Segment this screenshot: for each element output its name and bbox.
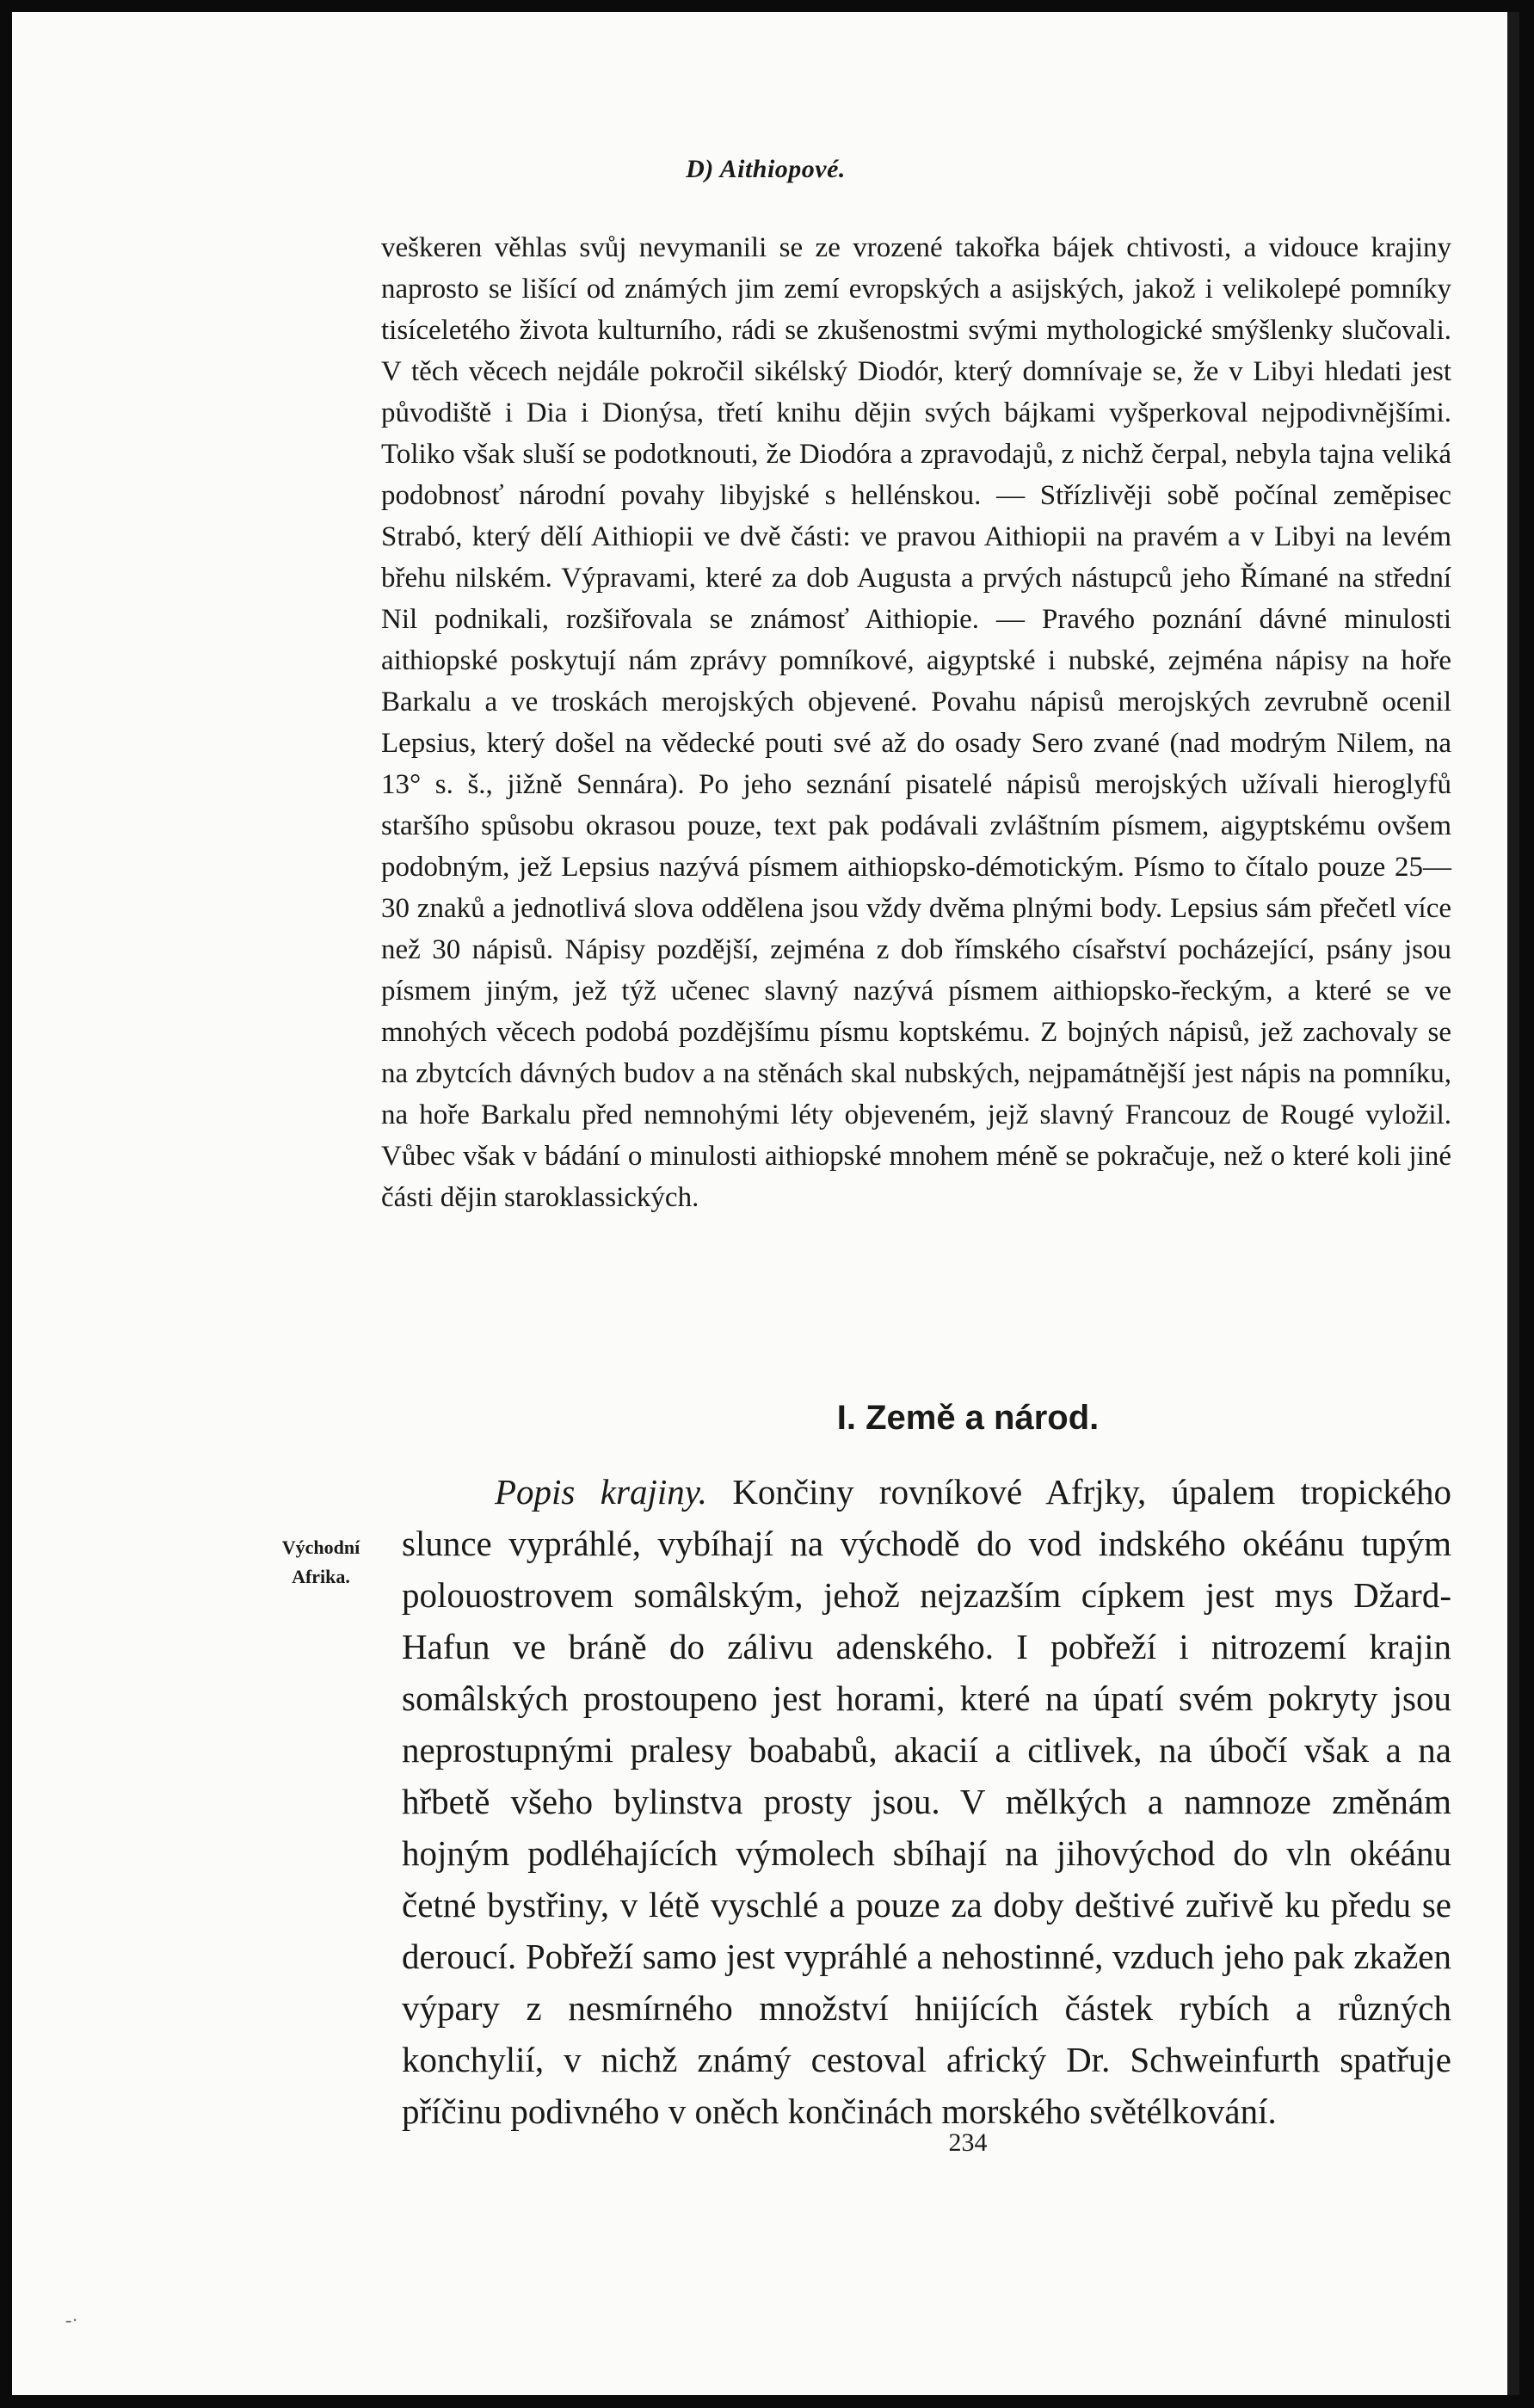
book-page [12, 12, 1519, 2395]
section-heading: I. Země a národ. [836, 1399, 1100, 1437]
upper-paragraph: veškeren věhlas svůj nevymanili se ze vrozené takořka bájek chtivosti, a vidouce krajiny naprosto se lišící od známých jim zemí evropských a asijských, jakož i velikolepé pomníky tisíceletého života kulturního, rádi se zkušenostmi svými mythologické smýšlenky slučovali. V těch věcech nejdále pokročil sikélský Diodór, který domnívaje se, že v Libyi hledati jest původiště i Dia i Dionýsa, třetí knihu dějin svých bájkami vyšperkoval nejpodivnějšími. Toliko však sluší se podotknouti, že Diodóra a zpravodajů, z nichž čerpal, nebyla tajna veliká podobnosť národní povahy libyjské s hellénskou. — Střízlivěji sobě počínal zeměpisec Strabó, který dělí Aithiopii ve dvě části: ve pravou Aithiopii na pravém a v Libyi na levém břehu nilském. Výpravami, které za dob Augusta a prvých nástupců jeho Římané na střední Nil podnikali, rozšiřovala se známosť Aithiopie. — Pravého poznání dávné minulosti aithiopské poskytují nám zprávy pomníkové, aigyptské i nubské, zejména nápisy na hoře Barkalu a ve troskách merojských objevené. Povahu nápisů merojských zevrubně ocenil Lepsius, který došel na vědecké pouti své až do osady Sero zvané (nad modrým Nilem, na 13° s. š., jižně Sennára). Po jeho seznání pisatelé nápisů merojských užívali hieroglyfů staršího spůsobu okrasou pouze, text pak podávali zvláštním písmem, aigyptskému ovšem podobným, jež Lepsius nazývá písmem aithiopsko-démotickým. Písmo to čítalo pouze 25—30 znaků a jednotlivá slova oddělena jsou vždy dvěma plnými body. Lepsius sám přečetl více než 30 nápisů. Nápisy pozdější, zejména z dob římského císařství pocházející, psány jsou písmem jiným, jež týž učenec slavný nazývá písmem aithiopsko-řeckým, a které se ve mnohých věcech podobá pozdějšímu písmu koptskému. Z bojných nápisů, jež zachovaly se na zbytcích dávných budov a na stěnách skal nubských, nejpamátnější jest nápis na pomníku, na hoře Barkalu před nemnohými léty objeveném, jejž slavný Francouz de Rougé vyložil. Vůbec však v bádání o minulosti aithiopské mnohem méně se pokračuje, než o které koli jiné části dějin staroklassických. [381, 232, 1451, 1213]
upper-text-block [381, 227, 1451, 1218]
lower-paragraph-body: Končiny rovníkové Afrjky, úpalem tropického slunce vypráhlé, vybíhají na východě do vod indského okéánu tupým polouostrovem somâlským, jehož nejzazším cípkem jest mys Džard-Hafun ve bráně do zálivu adenského. I pobřeží i nitrozemí krajin somâlských prostoupeno jest horami, které na úpatí svém pokryty jsou neprostupnými pralesy boababů, akacií a citlivek, na úbočí však a na hřbetě všeho bylinstva prosty jsou. V mělkých a namnoze změnám hojným podléhajících výmolech sbíhají na jihovýchod do vln okéánu četné bystřiny, v létě vyschlé a pouze za doby deštivé zuřivě ku předu se deroucí. Pobřeží samo jest vypráhlé a nehostinné, vzduch jeho pak zkažen výpary z nesmírného množství hnijících částek rybích a různých konchylií, v nichž známý cestoval africký Dr. Schweinfurth spatřuje příčinu podivného v oněch končinách morského světélkování. [402, 1472, 1452, 2131]
page-number: 234 [948, 2128, 988, 2157]
page-edge [1507, 12, 1519, 2395]
lower-text-block [402, 1466, 1451, 2137]
paragraph-lead: Popis krajiny. [495, 1472, 707, 1512]
running-title: D) Aithiopové. [686, 155, 846, 183]
margin-note-line-1: Východní [281, 1537, 360, 1558]
scan-speck: -· [65, 2309, 78, 2331]
margin-note-line-2: Afrika. [292, 1566, 350, 1587]
margin-note [270, 1533, 372, 1592]
lower-paragraph [402, 1466, 1451, 2137]
